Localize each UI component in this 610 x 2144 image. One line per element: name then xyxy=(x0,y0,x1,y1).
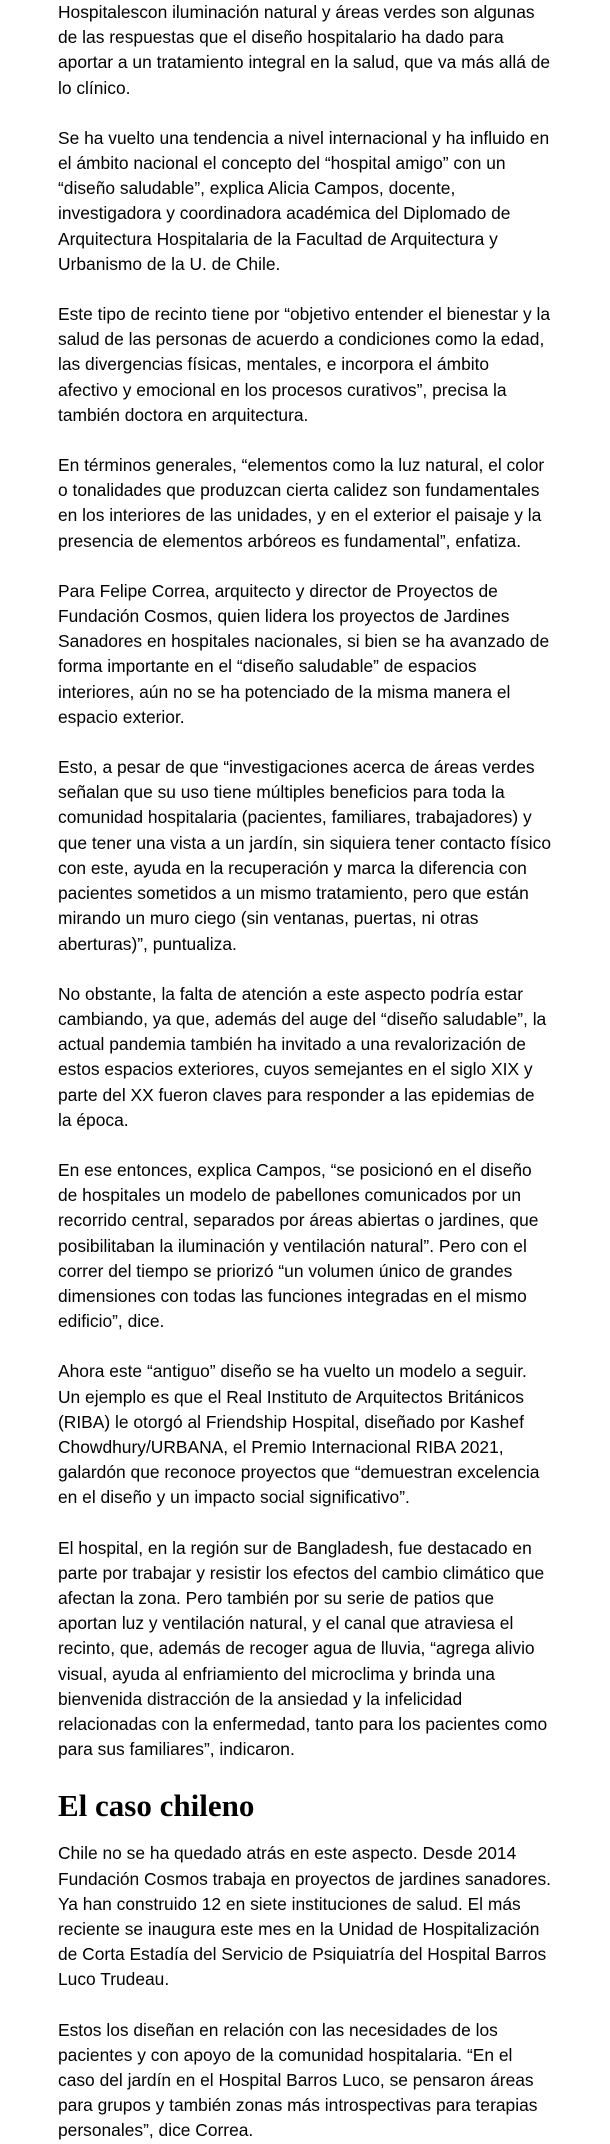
article-paragraph: Hospitalescon iluminación natural y áreas verdes son algunas de las respuestas que el diseño hospitalario ha dado para aportar a un tratamiento integral en la salud, que va más allá de lo clínico. xyxy=(58,2,551,98)
article-paragraph: Estos los diseñan en relación con las necesidades de los pacientes y con apoyo de la comunidad hospitalaria. “En el caso del jardín en el Hospital Barros Luco, se pensaron áreas para grupos y también zonas más introspectivas para terapias personales”, dice Correa. xyxy=(58,2019,538,2141)
article-paragraph: No obstante, la falta de atención a este aspecto podría estar cambiando, ya que, además del auge del “diseño saludable”, la actual pandemia también ha invitado a una revalorización de estos espacios exteriores, cuyos semejantes en el siglo XIX y parte del XX fueron claves para responder a las epidemias de la época. xyxy=(58,983,547,1130)
article-paragraph: Esto, a pesar de que “investigaciones acerca de áreas verdes señalan que su uso tiene múltiples beneficios para toda la comunidad hospitalaria (pacientes, familiares, trabajadores) y que tener una vista a un jardín, sin siquiera tener contacto físico con este, ayuda en la recuperación y marca la diferencia con pacientes sometidos a un mismo tratamiento, pero que están mirando un muro ciego (sin ventanas, puertas, ni otras aberturas)”, puntualiza. xyxy=(58,757,552,954)
article-paragraph: El hospital, en la región sur de Bangladesh, fue destacado en parte por trabajar y resistir los efectos del cambio climático que afectan la zona. Pero también por su serie de patios que aportan luz y ventilación natural, y el canal que atraviesa el recinto, que, además de recoger agua de lluvia, “agrega alivio visual, ayuda al enfriamiento del microclima y brinda una bienvenida distracción de la ansiedad y la infelicidad relacionadas con la enfermedad, tanto para los pacientes como para sus familiares”, indicaron. xyxy=(58,1537,548,1760)
article-paragraph: En términos generales, “elementos como la luz natural, el color o tonalidades que produzcan cierta calidez son fundamentales en los interiores de las unidades, y en el exterior el paisaje y la presencia de elementos arbóreos es fundamental”, enfatiza. xyxy=(58,455,545,551)
article-paragraph: Para Felipe Correa, arquitecto y director de Proyectos de Fundación Cosmos, quien lidera los proyectos de Jardines Sanadores en hospitales nacionales, si bien se ha avanzado de forma importante en el “diseño saludable” de espacios interiores, aún no se ha potenciado de la misma manera el espacio exterior. xyxy=(58,580,550,727)
article-paragraph: Chile no se ha quedado atrás en este aspecto. Desde 2014 Fundación Cosmos trabaja en proyectos de jardines sanadores. Ya han construido 12 en siete instituciones de salud. El más reciente se inaugura este mes en la Unidad de Hospitalización de Corta Estadía del Servicio de Psiquiatría del Hospital Barros Luco Trudeau. xyxy=(58,1843,552,1990)
article-paragraph: Este tipo de recinto tiene por “objetivo entender el bienestar y la salud de las personas de acuerdo a condiciones como la edad, las divergencias físicas, mentales, e incorpora el ámbito afectivo y emocional en los procesos curativos”, precisa la también doctora en arquitectura. xyxy=(58,304,551,425)
article-paragraph: Ahora este “antiguo” diseño se ha vuelto un modelo a seguir. Un ejemplo es que el Real Instituto de Arquitectos Británicos (RIBA) le otorgó al Friendship Hospital, diseñado por Kashef Chowdhury/URBANA, el Premio Internacional RIBA 2021, galardón que reconoce proyectos que “demuestran excelencia en el diseño y un impacto social significativo”. xyxy=(58,1361,540,1508)
section-heading: El caso chileno xyxy=(58,1788,255,1824)
article-paragraph: Se ha vuelto una tendencia a nivel internacional y ha influido en el ámbito nacional el concepto del “hospital amigo” con un “diseño saludable”, explica Alicia Campos, docente, investigadora y coordinadora académica del Diplomado de Arquitectura Hospitalaria de la Facultad de Arquitectura y Urbanismo de la U. de Chile. xyxy=(58,127,550,274)
article-paragraph: En ese entonces, explica Campos, “se posicionó en el diseño de hospitales un modelo de pabellones comunicados por un recorrido central, separados por áreas abiertas o jardines, que posibilitaban la iluminación y ventilación natural”. Pero con el correr del tiempo se priorizó “un volumen único de grandes dimensiones con todas las funciones integradas en el mismo edificio”, dice. xyxy=(58,1159,539,1332)
